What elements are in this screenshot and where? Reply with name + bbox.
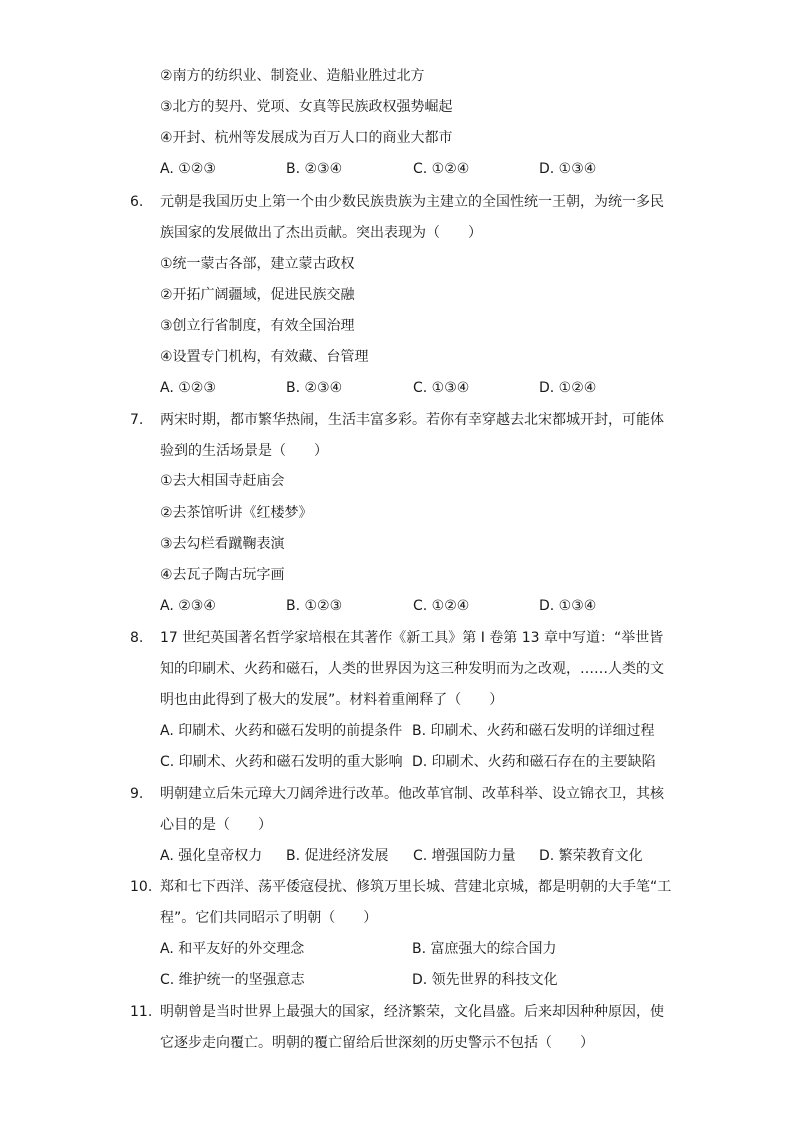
q6-item-2: ②开拓广阔疆域，促进民族交融 bbox=[160, 287, 355, 303]
q8-number: 8. bbox=[130, 630, 144, 646]
q11-stem-line-1: 明朝曾是当时世界上最强大的国家，经济繁荣，文化昌盛。后来却因种种原因，使 bbox=[160, 1004, 664, 1020]
q7-option-c[interactable]: C. ①②④ bbox=[413, 598, 470, 614]
q7-option-d[interactable]: D. ①③④ bbox=[539, 598, 597, 614]
q8-stem-line-2: 知的印刷术、火药和磁石，人类的世界因为这三种发明而为之改观，……人类的文 bbox=[160, 661, 664, 677]
q9-number: 9. bbox=[130, 786, 144, 802]
q10-stem-line-1: 郑和七下西洋、荡平倭寇侵扰、修筑万里长城、营建北京城，都是明朝的大手笔“工 bbox=[160, 879, 672, 895]
q6-option-d[interactable]: D. ①②④ bbox=[539, 380, 597, 396]
q7-stem-line-2: 验到的生活场景是（ ） bbox=[160, 443, 328, 459]
q6-stem-line-1: 元朝是我国历史上第一个由少数民族贵族为主建立的全国性统一王朝，为统一多民 bbox=[160, 194, 664, 210]
q10-option-a[interactable]: A. 和平友好的外交理念 bbox=[160, 941, 305, 957]
q6-stem-line-2: 族国家的发展做出了杰出贡献。突出表现为（ ） bbox=[160, 225, 482, 241]
q7-item-3: ③去勾栏看蹴鞠表演 bbox=[160, 536, 285, 552]
q10-number: 10. bbox=[130, 879, 153, 895]
q8-stem-line-1: 17 世纪英国著名哲学家培根在其著作《新工具》第 I 卷第 13 章中写道：“举世皆 bbox=[160, 630, 664, 646]
q6-option-b[interactable]: B. ②③④ bbox=[286, 380, 343, 396]
q8-option-d[interactable]: D. 印刷术、火药和磁石存在的主要缺陷 bbox=[412, 754, 656, 770]
q7-option-a[interactable]: A. ②③④ bbox=[160, 598, 216, 614]
q7-item-1: ①去大相国寺赶庙会 bbox=[160, 473, 285, 489]
q6-item-3: ③创立行省制度，有效全国治理 bbox=[160, 318, 355, 334]
q9-stem-line-2: 心目的是（ ） bbox=[160, 817, 272, 833]
q7-stem-line-1: 两宋时期，都市繁华热闹，生活丰富多彩。若你有幸穿越去北宋都城开封，可能体 bbox=[160, 412, 664, 428]
q9-option-a[interactable]: A. 强化皇帝权力 bbox=[160, 848, 263, 864]
q5-option-b[interactable]: B. ②③④ bbox=[286, 161, 343, 177]
q9-stem-line-1: 明朝建立后朱元璋大刀阔斧进行改革。他改革官制、改革科举、设立锦衣卫，其核 bbox=[160, 786, 664, 802]
q11-stem-line-2: 它逐步走向覆亡。明朝的覆亡留给后世深刻的历史警示不包括（ ） bbox=[160, 1035, 594, 1051]
q6-number: 6. bbox=[130, 194, 144, 210]
q5-item-2: ②南方的纺织业、制瓷业、造船业胜过北方 bbox=[160, 68, 425, 84]
q5-option-d[interactable]: D. ①③④ bbox=[539, 161, 597, 177]
q10-option-b[interactable]: B. 富庶强大的综合国力 bbox=[412, 941, 557, 957]
q6-item-4: ④设置专门机构，有效藏、台管理 bbox=[160, 349, 369, 365]
q5-option-a[interactable]: A. ①②③ bbox=[160, 161, 216, 177]
q7-number: 7. bbox=[130, 412, 144, 428]
q10-stem-line-2: 程”。它们共同昭示了明朝（ ） bbox=[160, 910, 378, 926]
q7-option-b[interactable]: B. ①②③ bbox=[286, 598, 343, 614]
q9-option-c[interactable]: C. 增强国防力量 bbox=[413, 848, 516, 864]
q8-option-c[interactable]: C. 印刷术、火药和磁石发明的重大影响 bbox=[160, 754, 403, 770]
q8-option-a[interactable]: A. 印刷术、火药和磁石发明的前提条件 bbox=[160, 723, 403, 739]
q9-option-d[interactable]: D. 繁荣教育文化 bbox=[539, 848, 643, 864]
q5-item-3: ③北方的契丹、党项、女真等民族政权强势崛起 bbox=[160, 99, 453, 115]
q6-item-1: ①统一蒙古各部，建立蒙古政权 bbox=[160, 256, 355, 272]
q9-option-b[interactable]: B. 促进经济发展 bbox=[286, 848, 389, 864]
q6-option-a[interactable]: A. ①②③ bbox=[160, 380, 216, 396]
q10-option-d[interactable]: D. 领先世界的科技文化 bbox=[412, 972, 558, 988]
q5-item-4: ④开封、杭州等发展成为百万人口的商业大都市 bbox=[160, 130, 453, 146]
q8-option-b[interactable]: B. 印刷术、火药和磁石发明的详细过程 bbox=[412, 723, 655, 739]
q10-option-c[interactable]: C. 维护统一的坚强意志 bbox=[160, 972, 305, 988]
q6-option-c[interactable]: C. ①③④ bbox=[413, 380, 470, 396]
q7-item-4: ④去瓦子陶古玩字画 bbox=[160, 567, 285, 583]
q8-stem-line-3: 明也由此得到了极大的发展”。材料着重阐释了（ ） bbox=[160, 692, 504, 708]
q11-number: 11. bbox=[130, 1004, 153, 1020]
q7-item-2: ②去茶馆听讲《红楼梦》 bbox=[160, 505, 313, 521]
q5-option-c[interactable]: C. ①②④ bbox=[413, 161, 470, 177]
